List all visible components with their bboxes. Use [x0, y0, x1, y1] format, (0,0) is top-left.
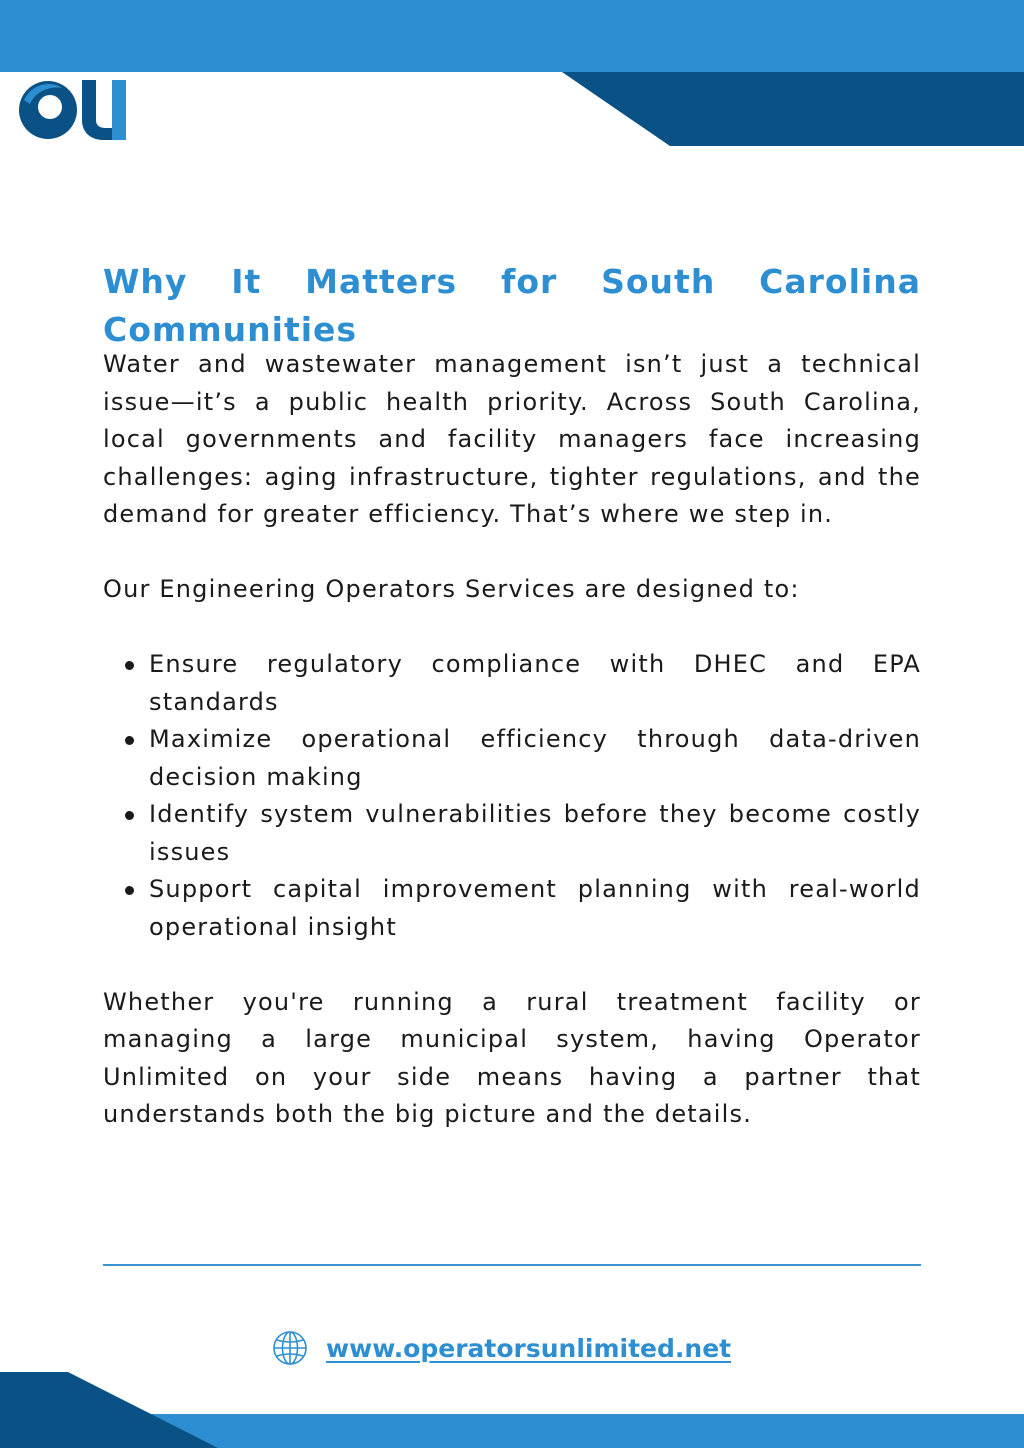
footer-divider — [103, 1264, 921, 1266]
website-link[interactable]: www.operatorsunlimited.net — [326, 1333, 732, 1363]
services-list — [103, 646, 921, 946]
main-content — [103, 258, 921, 1134]
list-item — [149, 646, 921, 721]
bullet-icon — [125, 886, 134, 895]
bullet-icon — [125, 811, 134, 820]
services-intro: Our Engineering Operators Services are designed to: — [103, 575, 800, 603]
bullet-icon — [125, 736, 134, 745]
header-band — [0, 0, 1024, 148]
bullet-icon — [125, 661, 134, 670]
list-item — [149, 871, 921, 946]
list-item-text: Support capital improvement planning with real-world operational insight — [149, 875, 921, 941]
list-item — [149, 796, 921, 871]
page-title: Why It Matters for South Carolina Communities — [103, 262, 921, 349]
list-item-text: Identify system vulnerabilities before they become costly issues — [149, 800, 921, 866]
footer-band — [0, 1372, 1024, 1448]
list-item — [149, 721, 921, 796]
list-item-text: Ensure regulatory compliance with DHEC and EPA standards — [149, 650, 921, 716]
intro-paragraph: Water and wastewater management isn’t just a technical issue—it’s a public health priority. Across South Carolina, local governments and facility managers face increasing challenges: aging infrastructure, tighter regulations, and the demand for greater efficiency. That’s where we step in. — [103, 350, 921, 528]
ou-logo — [14, 76, 130, 142]
list-item-text: Maximize operational efficiency through data-driven decision making — [149, 725, 921, 791]
closing-paragraph: Whether you're running a rural treatment facility or managing a large municipal system, having Operator Unlimited on your side means having a partner that understands both the big picture and the details. — [103, 987, 921, 1128]
website-link-row — [272, 1328, 731, 1368]
globe-icon — [272, 1330, 308, 1366]
